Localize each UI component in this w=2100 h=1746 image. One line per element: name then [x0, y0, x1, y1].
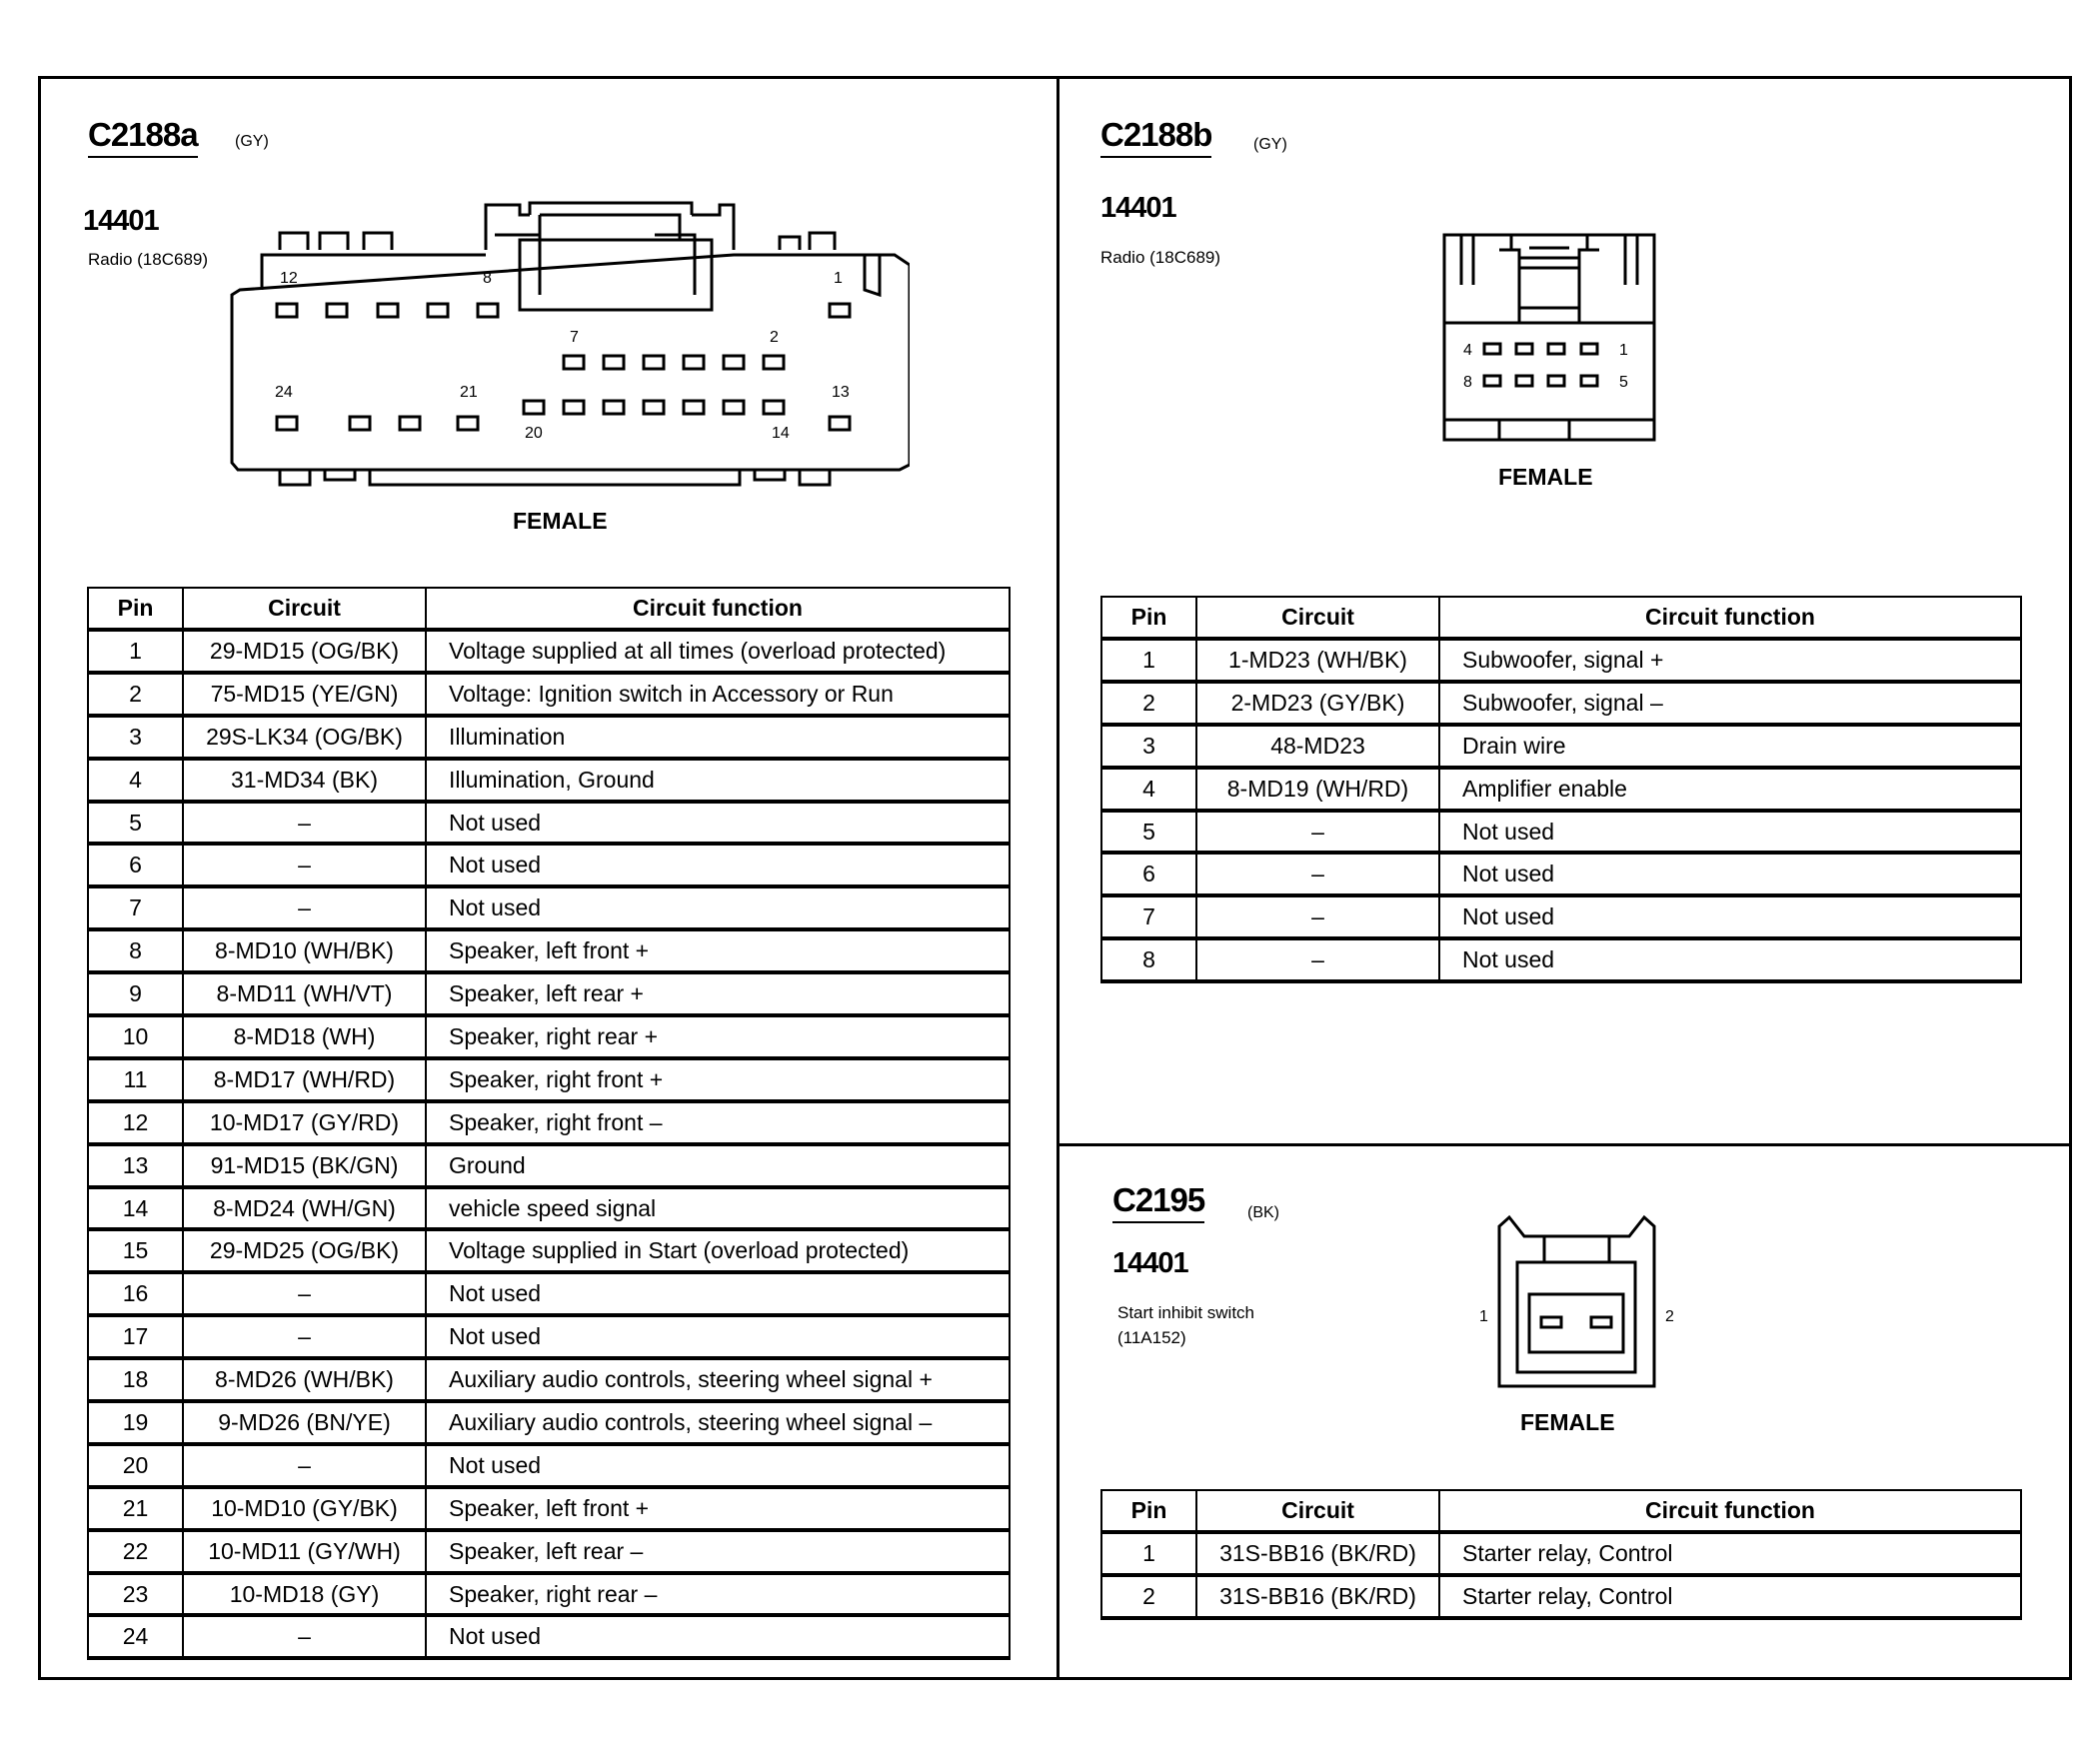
column-header: Circuit	[1196, 1490, 1439, 1532]
circuit-cell: 8-MD10 (WH/BK)	[183, 929, 426, 972]
connector-id: C2188a	[88, 116, 198, 158]
table-row	[88, 886, 1010, 929]
pin-cell: 20	[88, 1444, 183, 1487]
column-header: Circuit	[183, 588, 426, 630]
gender-label: FEMALE	[1498, 464, 1593, 490]
table-row	[88, 716, 1010, 759]
pin-cavities	[277, 304, 850, 430]
table-row	[1101, 639, 2021, 682]
circuit-cell: –	[183, 802, 426, 845]
pin-cell: 6	[1101, 853, 1196, 895]
circuit-cell: 2-MD23 (GY/BK)	[1196, 682, 1439, 725]
function-cell: Speaker, left rear +	[426, 972, 1010, 1015]
pin-label: 14	[772, 425, 790, 442]
table-row	[88, 1101, 1010, 1144]
pin-cell: 2	[88, 673, 183, 716]
pin-cell: 18	[88, 1358, 183, 1401]
pin-label: 5	[1619, 374, 1628, 391]
circuit-cell: 9-MD26 (BN/YE)	[183, 1401, 426, 1444]
function-cell: Not used	[1439, 938, 2021, 981]
circuit-cell: 48-MD23	[1196, 725, 1439, 768]
pin-cell: 11	[88, 1058, 183, 1101]
table-row	[88, 1272, 1010, 1315]
pin-cell: 4	[1101, 768, 1196, 811]
circuit-cell: 10-MD11 (GY/WH)	[183, 1530, 426, 1573]
table-row	[88, 1015, 1010, 1058]
function-cell: vehicle speed signal	[426, 1187, 1010, 1230]
part-number: 14401	[1100, 192, 1176, 224]
function-cell: Starter relay, Control	[1439, 1532, 2021, 1575]
circuit-cell: 10-MD18 (GY)	[183, 1573, 426, 1616]
circuit-cell: 75-MD15 (YE/GN)	[183, 673, 426, 716]
pin-label: 12	[280, 270, 298, 287]
pin-label: 1	[1619, 342, 1628, 359]
circuit-cell: 31S-BB16 (BK/RD)	[1196, 1575, 1439, 1618]
function-cell: Not used	[1439, 853, 2021, 895]
table-row	[1101, 853, 2021, 895]
function-cell: Auxiliary audio controls, steering wheel signal +	[426, 1358, 1010, 1401]
gender-label: FEMALE	[513, 508, 608, 534]
circuit-cell: 29-MD25 (OG/BK)	[183, 1229, 426, 1272]
pin-label: 8	[1463, 374, 1472, 391]
part-number: 14401	[1112, 1247, 1188, 1279]
pin-label: 21	[460, 384, 478, 401]
table-row	[88, 1315, 1010, 1358]
function-cell: Speaker, right front –	[426, 1101, 1010, 1144]
pinout-table-c2188b	[1100, 596, 2022, 983]
circuit-cell: –	[183, 1444, 426, 1487]
pin-label: 4	[1463, 342, 1472, 359]
table-row	[88, 844, 1010, 886]
pin-cell: 1	[88, 630, 183, 673]
circuit-cell: 1-MD23 (WH/BK)	[1196, 639, 1439, 682]
pin-cell: 16	[88, 1272, 183, 1315]
table-row	[88, 1530, 1010, 1573]
component-name: Radio (18C689)	[1100, 248, 1221, 267]
circuit-cell: 8-MD11 (WH/VT)	[183, 972, 426, 1015]
pin-cell: 12	[88, 1101, 183, 1144]
table-row	[88, 802, 1010, 845]
table-row	[88, 972, 1010, 1015]
function-cell: Drain wire	[1439, 725, 2021, 768]
circuit-cell: 8-MD24 (WH/GN)	[183, 1187, 426, 1230]
pinout-table-c2188a	[87, 587, 1011, 1660]
table-row	[88, 630, 1010, 673]
table-row	[88, 1573, 1010, 1616]
pin-cell: 14	[88, 1187, 183, 1230]
function-cell: Voltage: Ignition switch in Accessory or Run	[426, 673, 1010, 716]
circuit-cell: 10-MD10 (GY/BK)	[183, 1487, 426, 1530]
pin-cell: 17	[88, 1315, 183, 1358]
function-cell: Speaker, left rear –	[426, 1530, 1010, 1573]
column-header: Pin	[88, 588, 183, 630]
pin-label: 2	[1665, 1308, 1674, 1325]
function-cell: Speaker, right rear +	[426, 1015, 1010, 1058]
pin-labels	[1463, 342, 1628, 391]
table-row	[88, 1487, 1010, 1530]
function-cell: Speaker, left front +	[426, 929, 1010, 972]
pin-labels	[1479, 1308, 1674, 1325]
table-row	[1101, 811, 2021, 854]
pin-cell: 10	[88, 1015, 183, 1058]
pin-cell: 8	[1101, 938, 1196, 981]
table-row	[88, 1187, 1010, 1230]
connector-c2188b-diagram	[1439, 230, 1659, 445]
pin-cell: 7	[88, 886, 183, 929]
function-cell: Speaker, left front +	[426, 1487, 1010, 1530]
pin-label: 7	[570, 329, 579, 346]
pin-cavities	[1541, 1317, 1611, 1327]
circuit-cell: –	[1196, 938, 1439, 981]
connector-color: (GY)	[235, 133, 269, 150]
pin-cell: 21	[88, 1487, 183, 1530]
circuit-cell: –	[183, 1315, 426, 1358]
circuit-cell: 91-MD15 (BK/GN)	[183, 1144, 426, 1187]
table-row	[1101, 1575, 2021, 1618]
pin-label: 13	[832, 384, 850, 401]
column-header: Circuit function	[1439, 597, 2021, 639]
circuit-cell: 8-MD19 (WH/RD)	[1196, 768, 1439, 811]
pinout-table-c2195	[1100, 1489, 2022, 1620]
connector-id: C2188b	[1100, 116, 1211, 158]
pin-cell: 3	[1101, 725, 1196, 768]
column-header: Circuit function	[1439, 1490, 2021, 1532]
table-row	[88, 673, 1010, 716]
pin-cell: 13	[88, 1144, 183, 1187]
table-row	[88, 1444, 1010, 1487]
circuit-cell: –	[1196, 895, 1439, 938]
pin-cell: 19	[88, 1401, 183, 1444]
function-cell: Not used	[426, 1272, 1010, 1315]
pin-cell: 3	[88, 716, 183, 759]
column-header: Circuit function	[426, 588, 1010, 630]
function-cell: Subwoofer, signal +	[1439, 639, 2021, 682]
table-row	[1101, 1532, 2021, 1575]
table-row	[88, 1615, 1010, 1658]
circuit-cell: –	[1196, 811, 1439, 854]
circuit-cell: 8-MD17 (WH/RD)	[183, 1058, 426, 1101]
pin-cell: 6	[88, 844, 183, 886]
function-cell: Amplifier enable	[1439, 768, 2021, 811]
pin-cell: 2	[1101, 682, 1196, 725]
function-cell: Not used	[426, 886, 1010, 929]
function-cell: Speaker, right front +	[426, 1058, 1010, 1101]
pin-cell: 2	[1101, 1575, 1196, 1618]
circuit-cell: 8-MD26 (WH/BK)	[183, 1358, 426, 1401]
pin-cell: 4	[88, 759, 183, 802]
circuit-cell: –	[1196, 853, 1439, 895]
pin-cell: 22	[88, 1530, 183, 1573]
function-cell: Voltage supplied at all times (overload protected)	[426, 630, 1010, 673]
table-row	[1101, 895, 2021, 938]
function-cell: Not used	[1439, 895, 2021, 938]
circuit-cell: 10-MD17 (GY/RD)	[183, 1101, 426, 1144]
circuit-cell: 31-MD34 (BK)	[183, 759, 426, 802]
function-cell: Not used	[426, 802, 1010, 845]
pin-label: 1	[834, 270, 843, 287]
connector-color: (GY)	[1253, 136, 1287, 153]
connector-c2195-diagram	[1469, 1214, 1689, 1394]
function-cell: Speaker, right rear –	[426, 1573, 1010, 1616]
part-number: 14401	[83, 205, 159, 237]
pin-cell: 5	[1101, 811, 1196, 854]
connector-c2188a-diagram	[220, 195, 910, 495]
table-row	[1101, 938, 2021, 981]
pin-cell: 7	[1101, 895, 1196, 938]
pin-cell: 23	[88, 1573, 183, 1616]
gender-label: FEMALE	[1520, 1409, 1615, 1435]
circuit-cell: 8-MD18 (WH)	[183, 1015, 426, 1058]
table-row	[88, 1401, 1010, 1444]
pin-cell: 1	[1101, 1532, 1196, 1575]
function-cell: Auxiliary audio controls, steering wheel signal –	[426, 1401, 1010, 1444]
table-row	[1101, 682, 2021, 725]
function-cell: Not used	[1439, 811, 2021, 854]
circuit-cell: 29S-LK34 (OG/BK)	[183, 716, 426, 759]
circuit-cell: –	[183, 886, 426, 929]
table-row	[88, 1229, 1010, 1272]
pin-label: 20	[525, 425, 543, 442]
pin-cell: 1	[1101, 639, 1196, 682]
circuit-cell: 31S-BB16 (BK/RD)	[1196, 1532, 1439, 1575]
pin-label: 1	[1479, 1308, 1488, 1325]
circuit-cell: 29-MD15 (OG/BK)	[183, 630, 426, 673]
function-cell: Not used	[426, 844, 1010, 886]
column-header: Pin	[1101, 597, 1196, 639]
pin-label: 8	[483, 270, 492, 287]
component-name: Start inhibit switch	[1117, 1303, 1254, 1322]
table-row	[88, 759, 1010, 802]
pin-cell: 8	[88, 929, 183, 972]
function-cell: Not used	[426, 1444, 1010, 1487]
table-row	[88, 1144, 1010, 1187]
pin-cell: 9	[88, 972, 183, 1015]
table-row	[88, 929, 1010, 972]
pin-cavities	[1484, 344, 1597, 386]
function-cell: Illumination, Ground	[426, 759, 1010, 802]
column-header: Circuit	[1196, 597, 1439, 639]
pin-label: 2	[770, 329, 779, 346]
function-cell: Ground	[426, 1144, 1010, 1187]
function-cell: Voltage supplied in Start (overload protected)	[426, 1229, 1010, 1272]
table-row	[88, 1058, 1010, 1101]
component-name: Radio (18C689)	[88, 250, 209, 269]
circuit-cell: –	[183, 1615, 426, 1658]
connector-color: (BK)	[1247, 1204, 1279, 1221]
function-cell: Illumination	[426, 716, 1010, 759]
pin-label: 24	[275, 384, 293, 401]
circuit-cell: –	[183, 844, 426, 886]
function-cell: Not used	[426, 1615, 1010, 1658]
table-row	[88, 1358, 1010, 1401]
pin-cell: 24	[88, 1615, 183, 1658]
table-row	[1101, 725, 2021, 768]
column-header: Pin	[1101, 1490, 1196, 1532]
table-row	[1101, 768, 2021, 811]
component-name: (11A152)	[1117, 1328, 1186, 1347]
circuit-cell: –	[183, 1272, 426, 1315]
function-cell: Not used	[426, 1315, 1010, 1358]
pin-cell: 15	[88, 1229, 183, 1272]
pin-cell: 5	[88, 802, 183, 845]
connector-id: C2195	[1112, 1181, 1204, 1223]
function-cell: Subwoofer, signal –	[1439, 682, 2021, 725]
function-cell: Starter relay, Control	[1439, 1575, 2021, 1618]
